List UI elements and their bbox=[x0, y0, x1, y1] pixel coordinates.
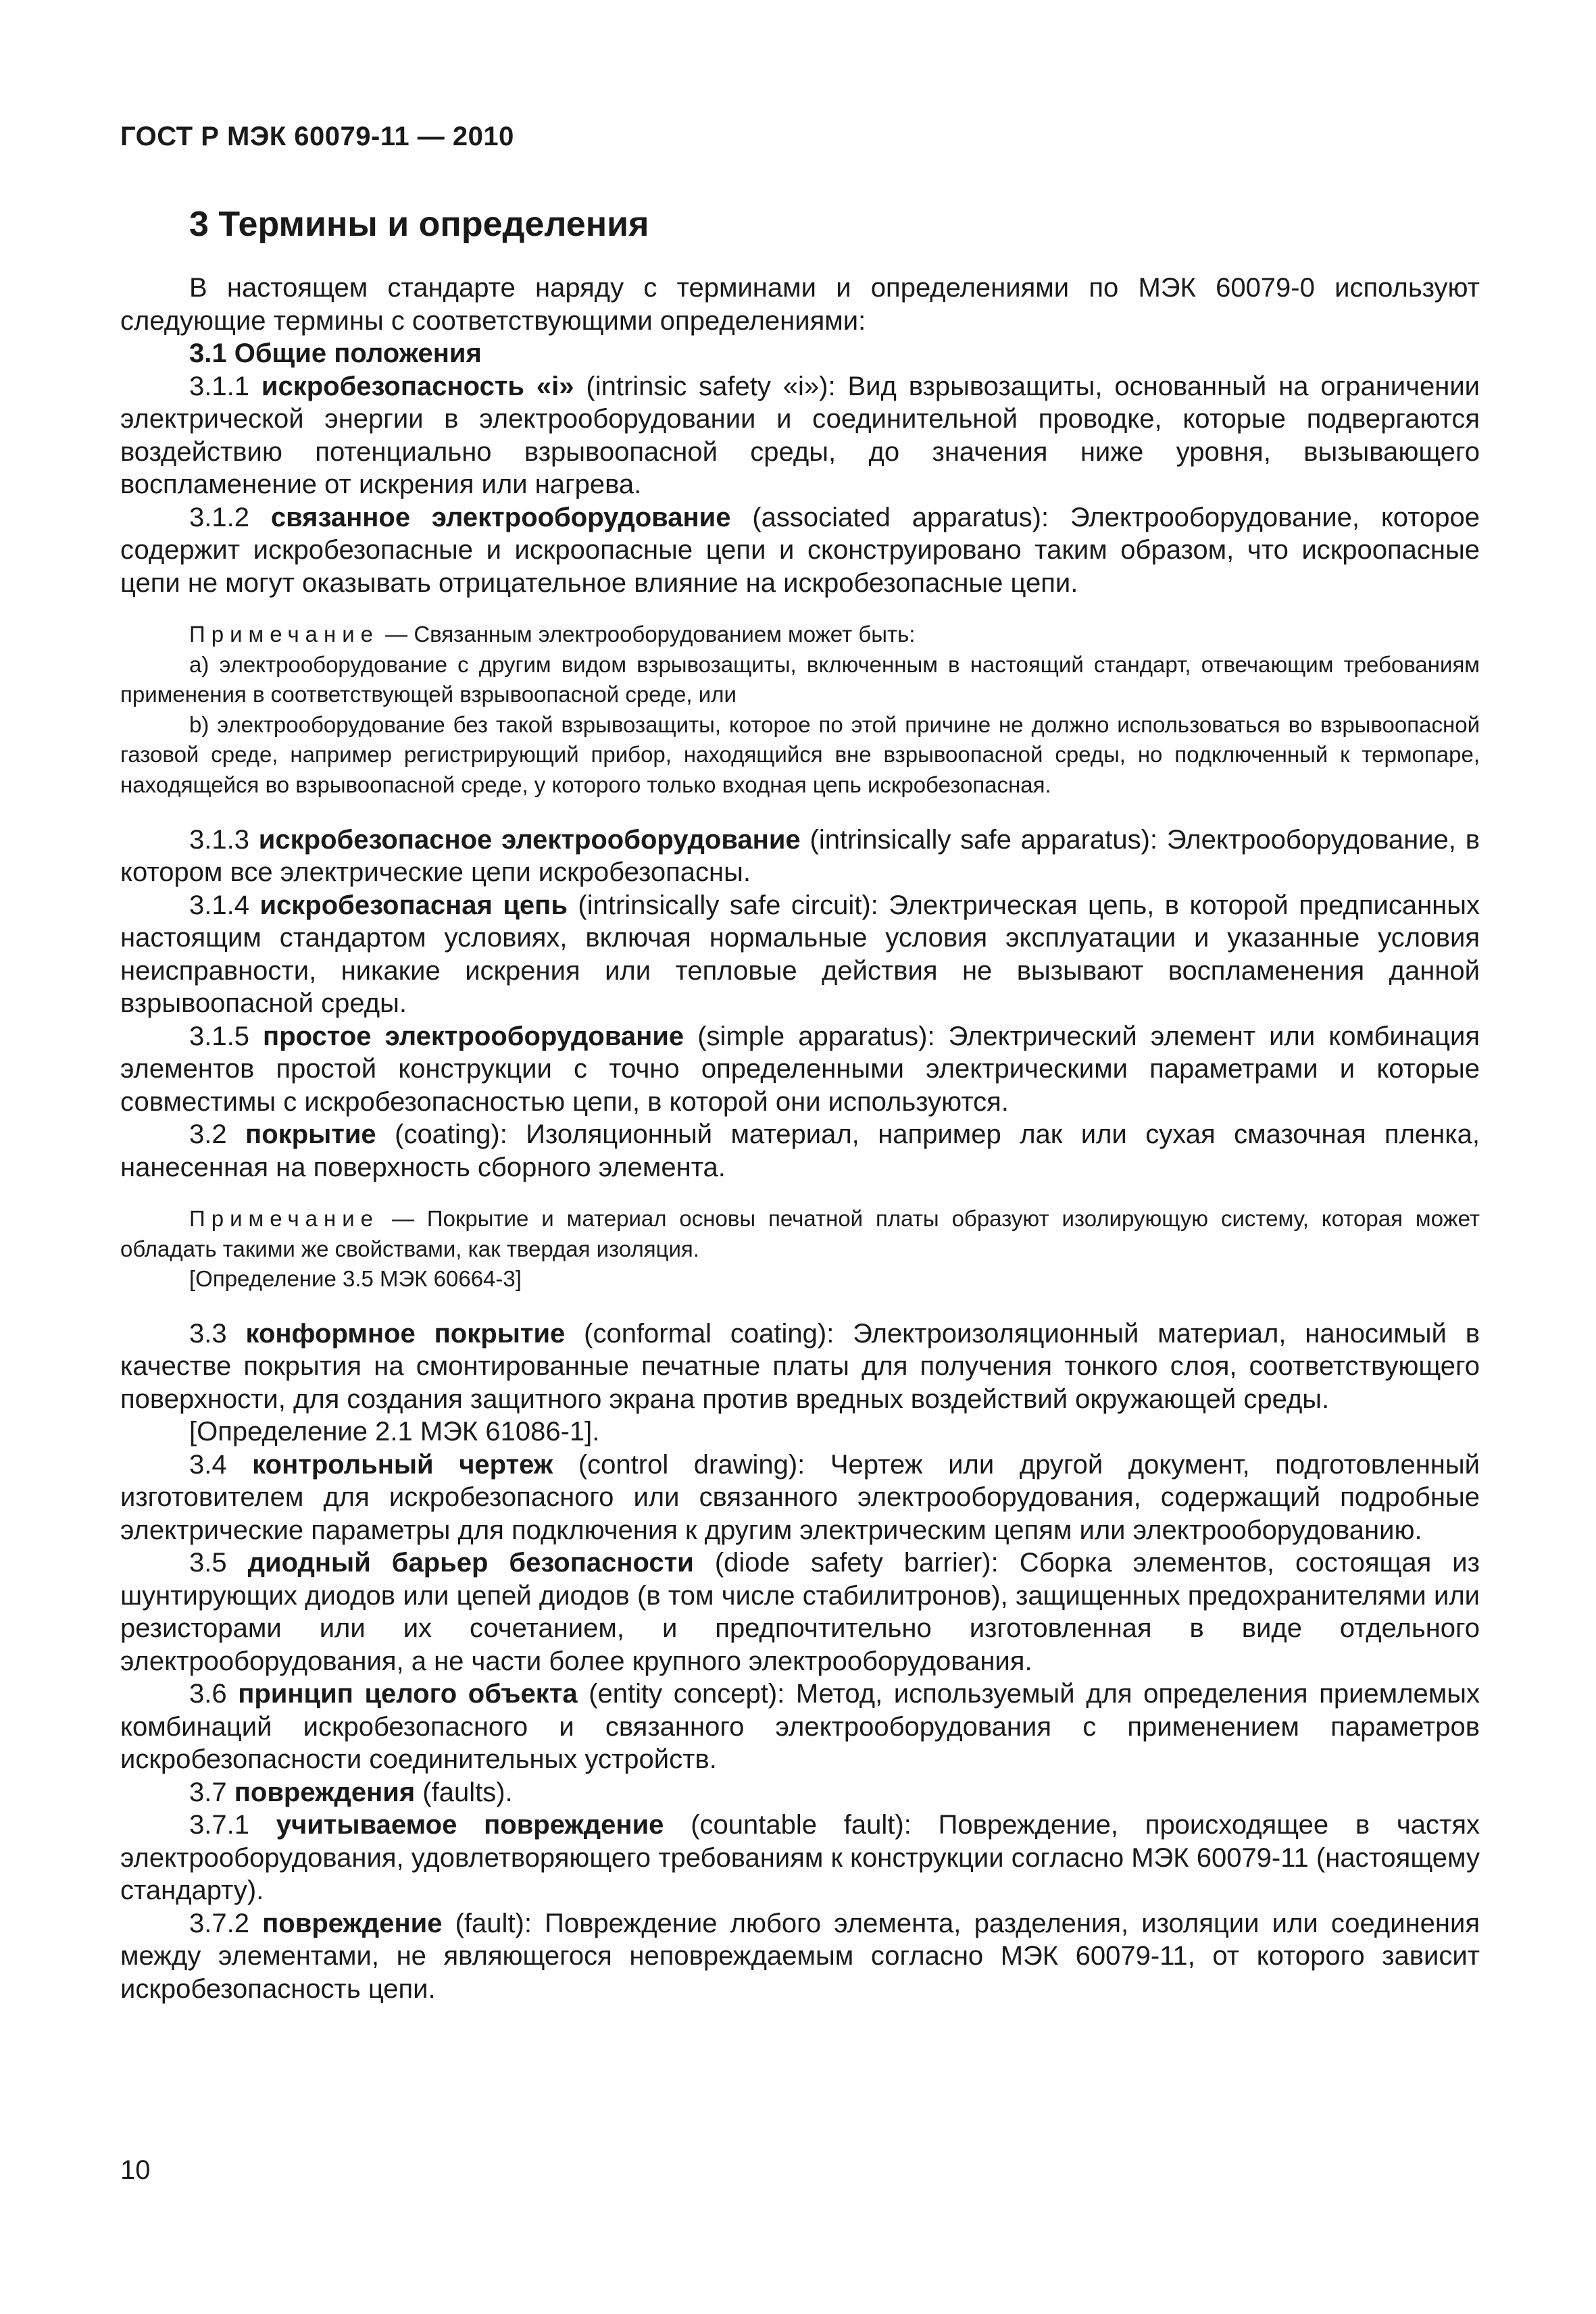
definition-3-1-4 bbox=[120, 889, 1480, 1020]
clause-number: 3.2 bbox=[189, 1120, 227, 1150]
note-2-text bbox=[120, 1204, 1480, 1264]
term: простое электрооборудование bbox=[263, 1021, 684, 1051]
definition-text: (diode safety barrier): Сборка элементов, состоящая из шунтирующих диодов или цепей диодов (в том числе стабилитронов), защищенных предохранителями или резисторами или их сочетанием, и предпочтительно изготовленная в виде отдельного электрооборудования, а не части более крупного электрооборудования. bbox=[120, 1548, 1480, 1676]
definition-text: (faults). bbox=[415, 1777, 513, 1807]
definition-3-7-2 bbox=[120, 1907, 1480, 2006]
term: конформное покрытие bbox=[245, 1318, 566, 1349]
clause-number: 3.7.2 bbox=[189, 1908, 249, 1938]
definition-3-1-3 bbox=[120, 824, 1480, 889]
note-block-1 bbox=[120, 620, 1480, 801]
clause-number: 3.7.1 bbox=[189, 1810, 249, 1840]
note-text: — Связанным электрооборудованием может быть: bbox=[379, 622, 916, 647]
note-text: — Покрытие и материал основы печатной платы образуют изолирующую систему, которая может обладать такими же свойствами, как твердая изоляция. bbox=[120, 1206, 1480, 1261]
document-body bbox=[120, 272, 1480, 2005]
term: диодный барьер безопасности bbox=[247, 1548, 694, 1578]
clause-number: 3.5 bbox=[189, 1548, 227, 1578]
clause-number: 3.1.3 bbox=[189, 824, 249, 855]
note-1-item-b: b) электрооборудование без такой взрывозащиты, которое по этой причине не должно использоваться во взрывоопасной газовой среде, например регистрирующий прибор, находящийся вне взрывоопасной среды, но подключенный к термопаре, находящейся во взрывоопасной среде, у которого только входная цепь искробезопасная. bbox=[120, 711, 1480, 797]
term: повреждения bbox=[234, 1777, 416, 1807]
term: учитываемое повреждение bbox=[276, 1810, 664, 1840]
definition-3-1-2 bbox=[120, 501, 1480, 600]
term: контрольный чертеж bbox=[252, 1449, 553, 1480]
definition-text: (conformal coating): Электроизоляционный материал, наносимый в качестве покрытия на смонтированные печатные платы для получения тонкого слоя, соответствующего поверхности, для создания защитного экрана против вредных воздействий окружающей среды. bbox=[120, 1318, 1480, 1414]
note-1-item-a: а) электрооборудование с другим видом взрывозащиты, включенным в настоящий стандарт, отвечающим требованиям применения в соответствующей взрывоопасной среде, или bbox=[120, 651, 1480, 707]
term: покрытие bbox=[245, 1120, 376, 1150]
note-label: Примечание bbox=[189, 1206, 380, 1232]
clause-number: 3.3 bbox=[189, 1318, 227, 1349]
clause-number: 3.4 bbox=[189, 1449, 227, 1480]
note-block-2 bbox=[120, 1204, 1480, 1294]
definition-text: (countable fault): Повреждение, происходящее в частях электрооборудования, удовлетворяющего требованиям к конструкции согласно МЭК 60079-11 (настоящему стандарту). bbox=[120, 1810, 1480, 1906]
definition-text: (control drawing): Чертеж или другой документ, подготовленный изготовителем для искробезопасного или связанного электрооборудования, содержащий подробные электрические параметры для подключения к другим электрическим цепям или электрооборудованию. bbox=[120, 1449, 1480, 1545]
definition-3-6 bbox=[120, 1678, 1480, 1776]
definition-text: (fault): Повреждение любого элемента, разделения, изоляции или соединения между элементами, не являющегося неповреждаемым согласно МЭК 60079-11, от которого зависит искробезопасность цепи. bbox=[120, 1908, 1480, 2004]
clause-number: 3.1.5 bbox=[189, 1021, 249, 1051]
note-label: Примечание bbox=[189, 622, 380, 647]
clause-number: 3.7 bbox=[189, 1777, 227, 1807]
definition-text: (simple apparatus): Электрический элемент или комбинация элементов простой конструкции с точно определенными электрическими параметрами и которые совместимы с искробезопасностью цепи, в которой они используются. bbox=[120, 1021, 1480, 1117]
definition-3-1-1 bbox=[120, 370, 1480, 501]
clause-number: 3.6 bbox=[189, 1679, 227, 1709]
term: искробезопасность «i» bbox=[261, 371, 574, 401]
definition-3-2 bbox=[120, 1118, 1480, 1184]
definition-text: (intrinsic safety «i»): Вид взрывозащиты, основанный на ограничении электрической энергии в электрооборудовании и соединительной проводке, которые подвергаются воздействию потенциально взрывоопасной среды, до значения ниже уровня, вызывающего воспламенение от искрения или нагрева. bbox=[120, 371, 1480, 499]
definition-3-7-1 bbox=[120, 1809, 1480, 1907]
intro-paragraph: В настоящем стандарте наряду с терминами и определениями по МЭК 60079-0 используют следующие термины с соответствующими определениями: bbox=[120, 273, 1480, 336]
section-title: 3 Термины и определения bbox=[189, 205, 649, 244]
note-1-intro bbox=[120, 620, 1480, 650]
clause-number: 3.1.1 bbox=[189, 371, 249, 401]
definition-3-5 bbox=[120, 1546, 1480, 1678]
definition-text: (coating): Изоляционный материал, например лак или сухая смазочная пленка, нанесенная на поверхность сборного элемента. bbox=[120, 1120, 1480, 1182]
definition-text: (associated apparatus): Электрооборудование, которое содержит искробезопасные и искроопасные цепи и сконструировано таким образом, что искроопасные цепи не могут оказывать отрицательное влияние на искробезопасные цепи. bbox=[120, 502, 1480, 598]
definition-text: (intrinsically safe apparatus): Электрооборудование, в котором все электрические цепи искробезопасны. bbox=[120, 824, 1480, 888]
definition-3-3 bbox=[120, 1317, 1480, 1416]
definition-3-1-5 bbox=[120, 1020, 1480, 1119]
definition-3-3-reference: [Определение 2.1 МЭК 61086-1]. bbox=[189, 1417, 600, 1447]
subsection-heading-3-1: 3.1 Общие положения bbox=[189, 338, 482, 368]
definition-3-7 bbox=[120, 1776, 1480, 1809]
definitions-group-3 bbox=[120, 1317, 1480, 2006]
term: искробезопасное электрооборудование bbox=[258, 824, 801, 855]
definitions-group-2 bbox=[120, 824, 1480, 1184]
page-number: 10 bbox=[120, 2155, 151, 2185]
standard-header: ГОСТ Р МЭК 60079-11 — 2010 bbox=[120, 122, 514, 151]
definition-text: (entity concept): Метод, используемый для определения приемлемых комбинаций искробезопасного и связанного электрооборудования с применением параметров искробезопасности соединительных устройств. bbox=[120, 1679, 1480, 1775]
clause-number: 3.1.4 bbox=[189, 890, 249, 920]
definition-3-4 bbox=[120, 1449, 1480, 1547]
clause-number: 3.1.2 bbox=[189, 502, 249, 532]
term: связанное электрооборудование bbox=[270, 502, 731, 532]
term: принцип целого объекта bbox=[238, 1679, 578, 1709]
term: искробезопасная цепь bbox=[259, 890, 568, 920]
note-2-reference: [Определение 3.5 МЭК 60664-3] bbox=[189, 1266, 522, 1292]
term: повреждение bbox=[262, 1908, 443, 1938]
definition-text: (intrinsically safe circuit): Электрическая цепь, в которой предписанных настоящим стандартом условиях, включая нормальные условия эксплуатации и указанные условия неисправности, никакие искрения или тепловые действия не вызывают воспламенения данной взрывоопасной среды. bbox=[120, 890, 1480, 1019]
